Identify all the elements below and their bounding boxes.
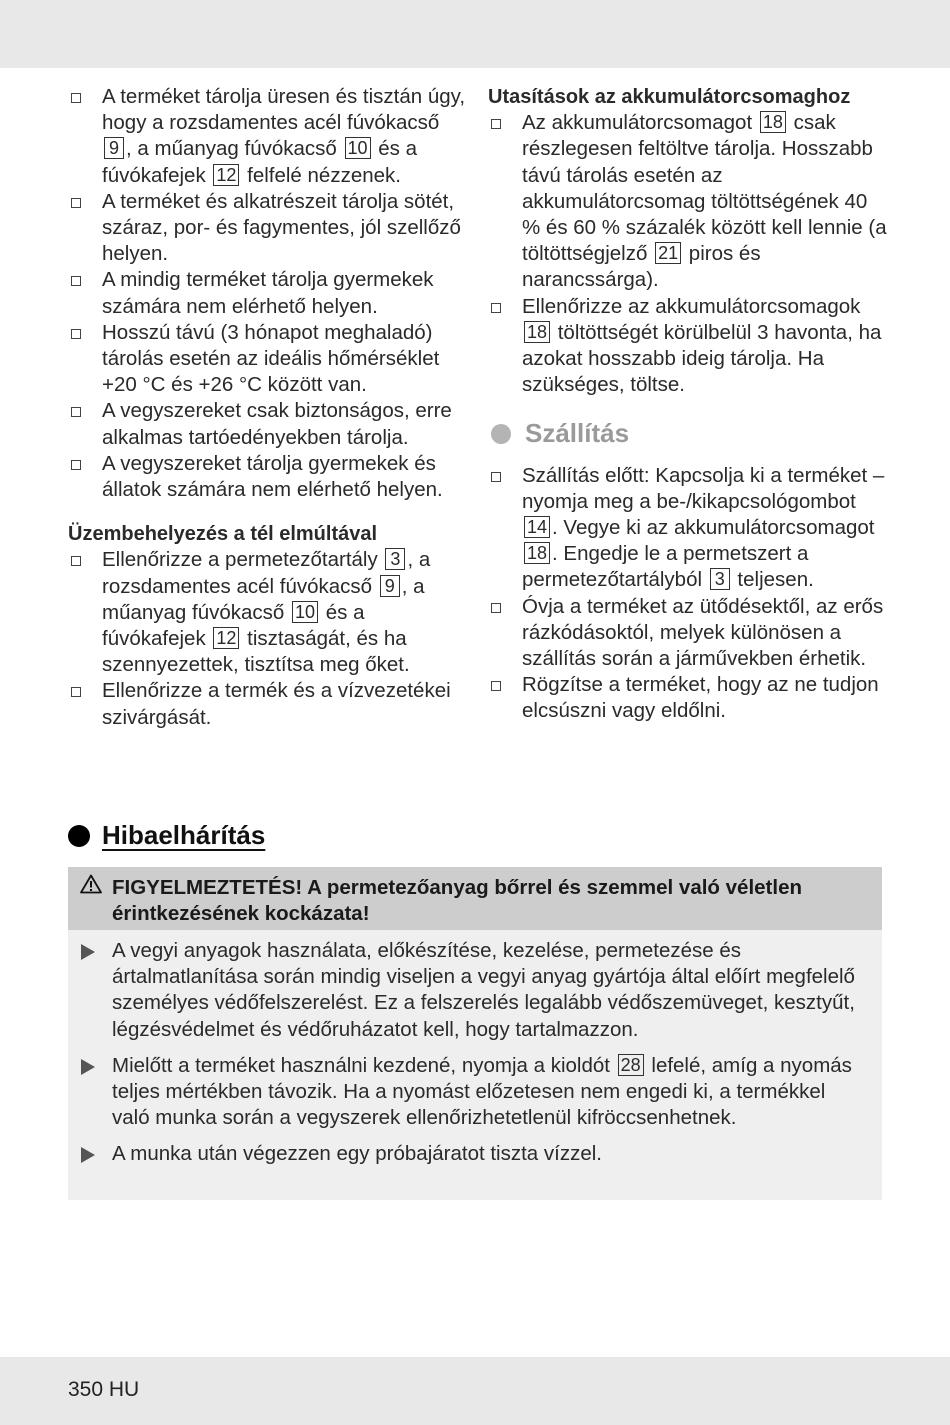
- section-dot-icon: [68, 825, 90, 847]
- arrow-right-icon: [81, 944, 95, 960]
- square-bullet-icon: [491, 303, 501, 313]
- subheading-after-winter: Üzembehelyezés a tél elmúltával: [68, 523, 378, 546]
- left-column: [68, 84, 468, 731]
- list-item: [68, 678, 468, 730]
- part-number-badge: 14: [524, 516, 550, 538]
- item-text: A munka után végezzen egy próbajáratot tiszta vízzel.: [112, 1142, 602, 1166]
- item-text: Ellenőrizze a permetezőtartály: [102, 548, 384, 572]
- square-bullet-icon: [491, 472, 501, 482]
- warning-box: [68, 867, 882, 1200]
- list-item: [68, 547, 468, 678]
- item-text: A terméket és alkatrészeit tárolja sötét, száraz, por- és fagymentes, jól szellőző helyen.: [102, 189, 461, 266]
- item-text: Óvja a terméket az ütődésektől, az erős rázkódásoktól, melyek különösen a szállítás során a járművekben érhetik.: [522, 594, 884, 671]
- part-number-badge: 3: [710, 568, 730, 590]
- square-bullet-icon: [71, 198, 81, 208]
- part-number-badge: 9: [104, 137, 124, 159]
- section-title-troubleshooting: Hibaelhárítás: [102, 820, 266, 850]
- square-bullet-icon: [71, 93, 81, 103]
- right-column: [488, 84, 888, 725]
- square-bullet-icon: [71, 687, 81, 697]
- item-text: A mindig terméket tárolja gyermekek számára nem elérhető helyen.: [102, 268, 434, 318]
- item-text: . Vegye ki az akkumulátorcsomagot: [552, 516, 875, 540]
- list-item: [488, 294, 888, 399]
- list-item: [68, 398, 468, 450]
- item-text: Hosszú távú (3 hónapot meghaladó) tárolás esetén az ideális hőmérséklet +20 °C és +26 °C között van.: [102, 320, 440, 397]
- warning-triangle-icon: [80, 874, 102, 894]
- section-dot-icon: [491, 424, 511, 444]
- list-item: [112, 1141, 868, 1167]
- item-text: A vegyszereket csak biztonságos, erre alkalmas tartóedényekben tárolja.: [102, 399, 452, 449]
- list-item: [68, 320, 468, 399]
- list-item: [68, 189, 468, 268]
- part-number-badge: 18: [760, 111, 786, 133]
- item-text: Mielőtt a terméket használni kezdené, nyomja a kioldót: [112, 1053, 616, 1077]
- item-text: A vegyszereket tárolja gyermekek és állatok számára nem elérhető helyen.: [102, 451, 443, 502]
- square-bullet-icon: [71, 460, 81, 470]
- warning-header: [68, 867, 882, 930]
- square-bullet-icon: [71, 407, 81, 417]
- part-number-badge: 12: [213, 164, 239, 186]
- list-item: [112, 938, 868, 1043]
- subheading-battery: Utasítások az akkumulátorcsomaghoz: [488, 86, 851, 108]
- warning-title: FIGYELMEZTETÉS! A permetezőanyag bőrrel és szemmel való véletlen érintkezésének kockázata!: [112, 876, 802, 925]
- warning-list: [68, 930, 882, 1168]
- list-item: [68, 451, 468, 503]
- item-text: teljesen.: [731, 568, 814, 592]
- part-number-badge: 3: [385, 548, 405, 570]
- item-text: A vegyi anyagok használata, előkészítése, kezelése, permetezése és ártalmatlanítása során mindig viseljen a vegyi anyag gyártója által előírt megfelelő személyes védőfelszerelést. Ez a felszerelés legalább védőszemüveget, kesztyűt, légzésvédelmet és védőruházatot kell, hogy tartalmazzon.: [112, 939, 855, 1041]
- battery-list: [488, 110, 888, 398]
- item-text: Az akkumulátorcsomagot: [522, 111, 758, 135]
- part-number-badge: 28: [618, 1054, 644, 1076]
- item-text: piros és narancssárga).: [522, 242, 761, 292]
- arrow-right-icon: [81, 1059, 95, 1075]
- section-transport: [488, 418, 888, 449]
- storage-list: [68, 84, 468, 503]
- square-bullet-icon: [71, 276, 81, 286]
- part-number-badge: 18: [524, 542, 550, 564]
- item-text: tisztaságát, és ha szennyezettek, tisztítsa meg őket.: [102, 627, 410, 677]
- square-bullet-icon: [71, 329, 81, 339]
- page-number: 350 HU: [68, 1378, 140, 1401]
- item-text: Rögzítse a terméket, hogy az ne tudjon elcsúszni vagy eldőlni.: [522, 673, 879, 723]
- list-item: [488, 110, 888, 293]
- header-band: [0, 0, 950, 68]
- part-number-badge: 12: [213, 627, 239, 649]
- square-bullet-icon: [491, 681, 501, 691]
- item-text: , a műanyag fúvókacső: [126, 137, 343, 161]
- section-troubleshooting: [68, 820, 265, 851]
- square-bullet-icon: [71, 556, 81, 566]
- list-item: [68, 84, 468, 189]
- list-item: [112, 1053, 868, 1132]
- item-text: , a műanyag fúvókacső: [102, 574, 425, 624]
- footer-band: [0, 1357, 950, 1425]
- item-text: , a rozsdamentes acél fúvókacső: [102, 548, 431, 598]
- arrow-right-icon: [81, 1147, 95, 1163]
- item-text: A terméket tárolja üresen és tisztán úgy, hogy a rozsdamentes acél fúvókacső: [102, 85, 466, 135]
- list-item: [488, 594, 888, 673]
- item-text: és a fúvókafejek: [102, 600, 365, 651]
- list-item: [488, 463, 888, 594]
- item-text: és a fúvókafejek: [102, 137, 417, 187]
- item-text: csak részlegesen feltöltve tárolja. Hosszabb távú tárolás esetén az akkumulátorcsomag töltöttségének 40 % és 60 % százalék között kell lennie (a töltöttségjelző: [522, 111, 887, 266]
- part-number-badge: 9: [380, 575, 400, 597]
- part-number-badge: 10: [345, 137, 371, 159]
- transport-list: [488, 463, 888, 725]
- item-text: Szállítás előtt: Kapcsolja ki a terméket – nyomja meg a be-/kikapcsológombot: [522, 463, 885, 513]
- item-text: . Engedje le a permetszert a permetezőtartályból: [522, 542, 809, 592]
- section-title-transport: Szállítás: [525, 418, 630, 449]
- item-text: Ellenőrizze a termék és a vízvezetékei szivárgását.: [102, 679, 451, 729]
- item-text: felfelé nézzenek.: [241, 163, 401, 187]
- list-item: [488, 672, 888, 724]
- startup-list: [68, 547, 468, 730]
- part-number-badge: 18: [524, 321, 550, 343]
- square-bullet-icon: [491, 119, 501, 129]
- part-number-badge: 21: [655, 242, 681, 264]
- item-text: töltöttségét körülbelül 3 havonta, ha azokat hosszabb ideig tárolja. Ha szükséges, töltse.: [522, 320, 882, 397]
- list-item: [68, 267, 468, 319]
- part-number-badge: 10: [292, 601, 318, 623]
- item-text: Ellenőrizze az akkumulátorcsomagok: [522, 294, 861, 318]
- square-bullet-icon: [491, 603, 501, 613]
- item-text: lefelé, amíg a nyomás teljes mértékben távozik. Ha a nyomást előzetesen nem engedi ki, a termékkel való munka során a vegyszerek ellenőrizhetetlenül kifröccsenhetnek.: [112, 1053, 852, 1130]
